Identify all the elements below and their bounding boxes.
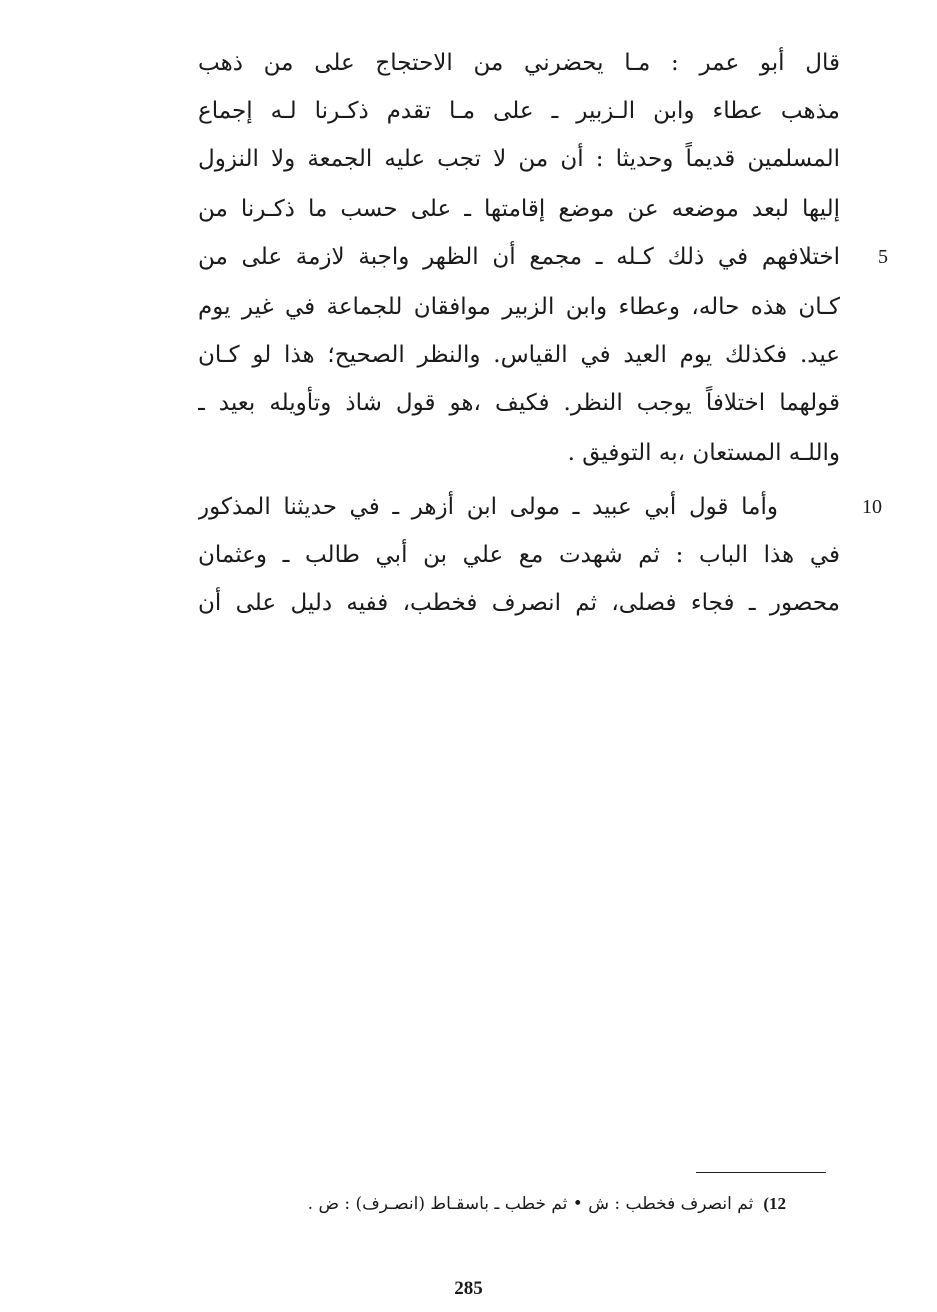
text-line-3: المسلمين قديماً وحديثا : أن من لا تجب عليه الجمعة ولا النزول bbox=[198, 146, 840, 172]
text-line-12: محصور ـ فجاء فصلى، ثم انصرف فخطب، ففيه دليل على أن bbox=[198, 590, 840, 616]
text-line-7: عيد. فكذلك يوم العيد في القياس. والنظر الصحيح؛ هذا لو كـان bbox=[198, 342, 840, 368]
footnote bbox=[190, 1187, 786, 1221]
text-line-1: قال أبو عمر : مـا يحضرني من الاحتجاج على من ذهب bbox=[198, 50, 840, 76]
text-line-8: قولهما اختلافاً يوجب النظر. فكيف ،هو قول شاذ وتأويله بعيد ـ bbox=[198, 390, 840, 416]
line-number-5: 5 bbox=[878, 246, 888, 268]
text-line-6: كـان هذه حاله، وعطاء وابن الزبير موافقان للجماعة في غير يوم bbox=[198, 294, 840, 320]
text-line-4: إليها لبعد موضعه عن موضع إقامتها ـ على حسب ما ذكـرنا من bbox=[198, 196, 840, 222]
text-line-5: اختلافهم في ذلك كـله ـ مجمع أن الظهر واجبة لازمة على من bbox=[198, 244, 840, 270]
text-line-11: في هذا الباب : ثم شهدت مع علي بن أبي طالب ـ وعثمان bbox=[198, 542, 840, 568]
text-line-2: مذهب عطاء وابن الـزبير ـ على مـا تقدم ذكـرنا لـه إجماع bbox=[198, 98, 840, 124]
line-number-10: 10 bbox=[862, 496, 882, 518]
footnote-number: 12) bbox=[763, 1194, 786, 1213]
footnote-divider bbox=[696, 1172, 826, 1173]
text-line-9: واللـه المستعان ،به التوفيق . bbox=[567, 440, 840, 466]
page-number: 285 bbox=[454, 1278, 483, 1299]
footnote-text: ثم انصرف فخطب : ش • ثم خطب ـ باسقـاط (انصـرف) : ض . bbox=[307, 1194, 754, 1214]
text-line-10: وأما قول أبي عبيد ـ مولى ابن أزهر ـ في حديثنا المذكور bbox=[198, 494, 778, 520]
